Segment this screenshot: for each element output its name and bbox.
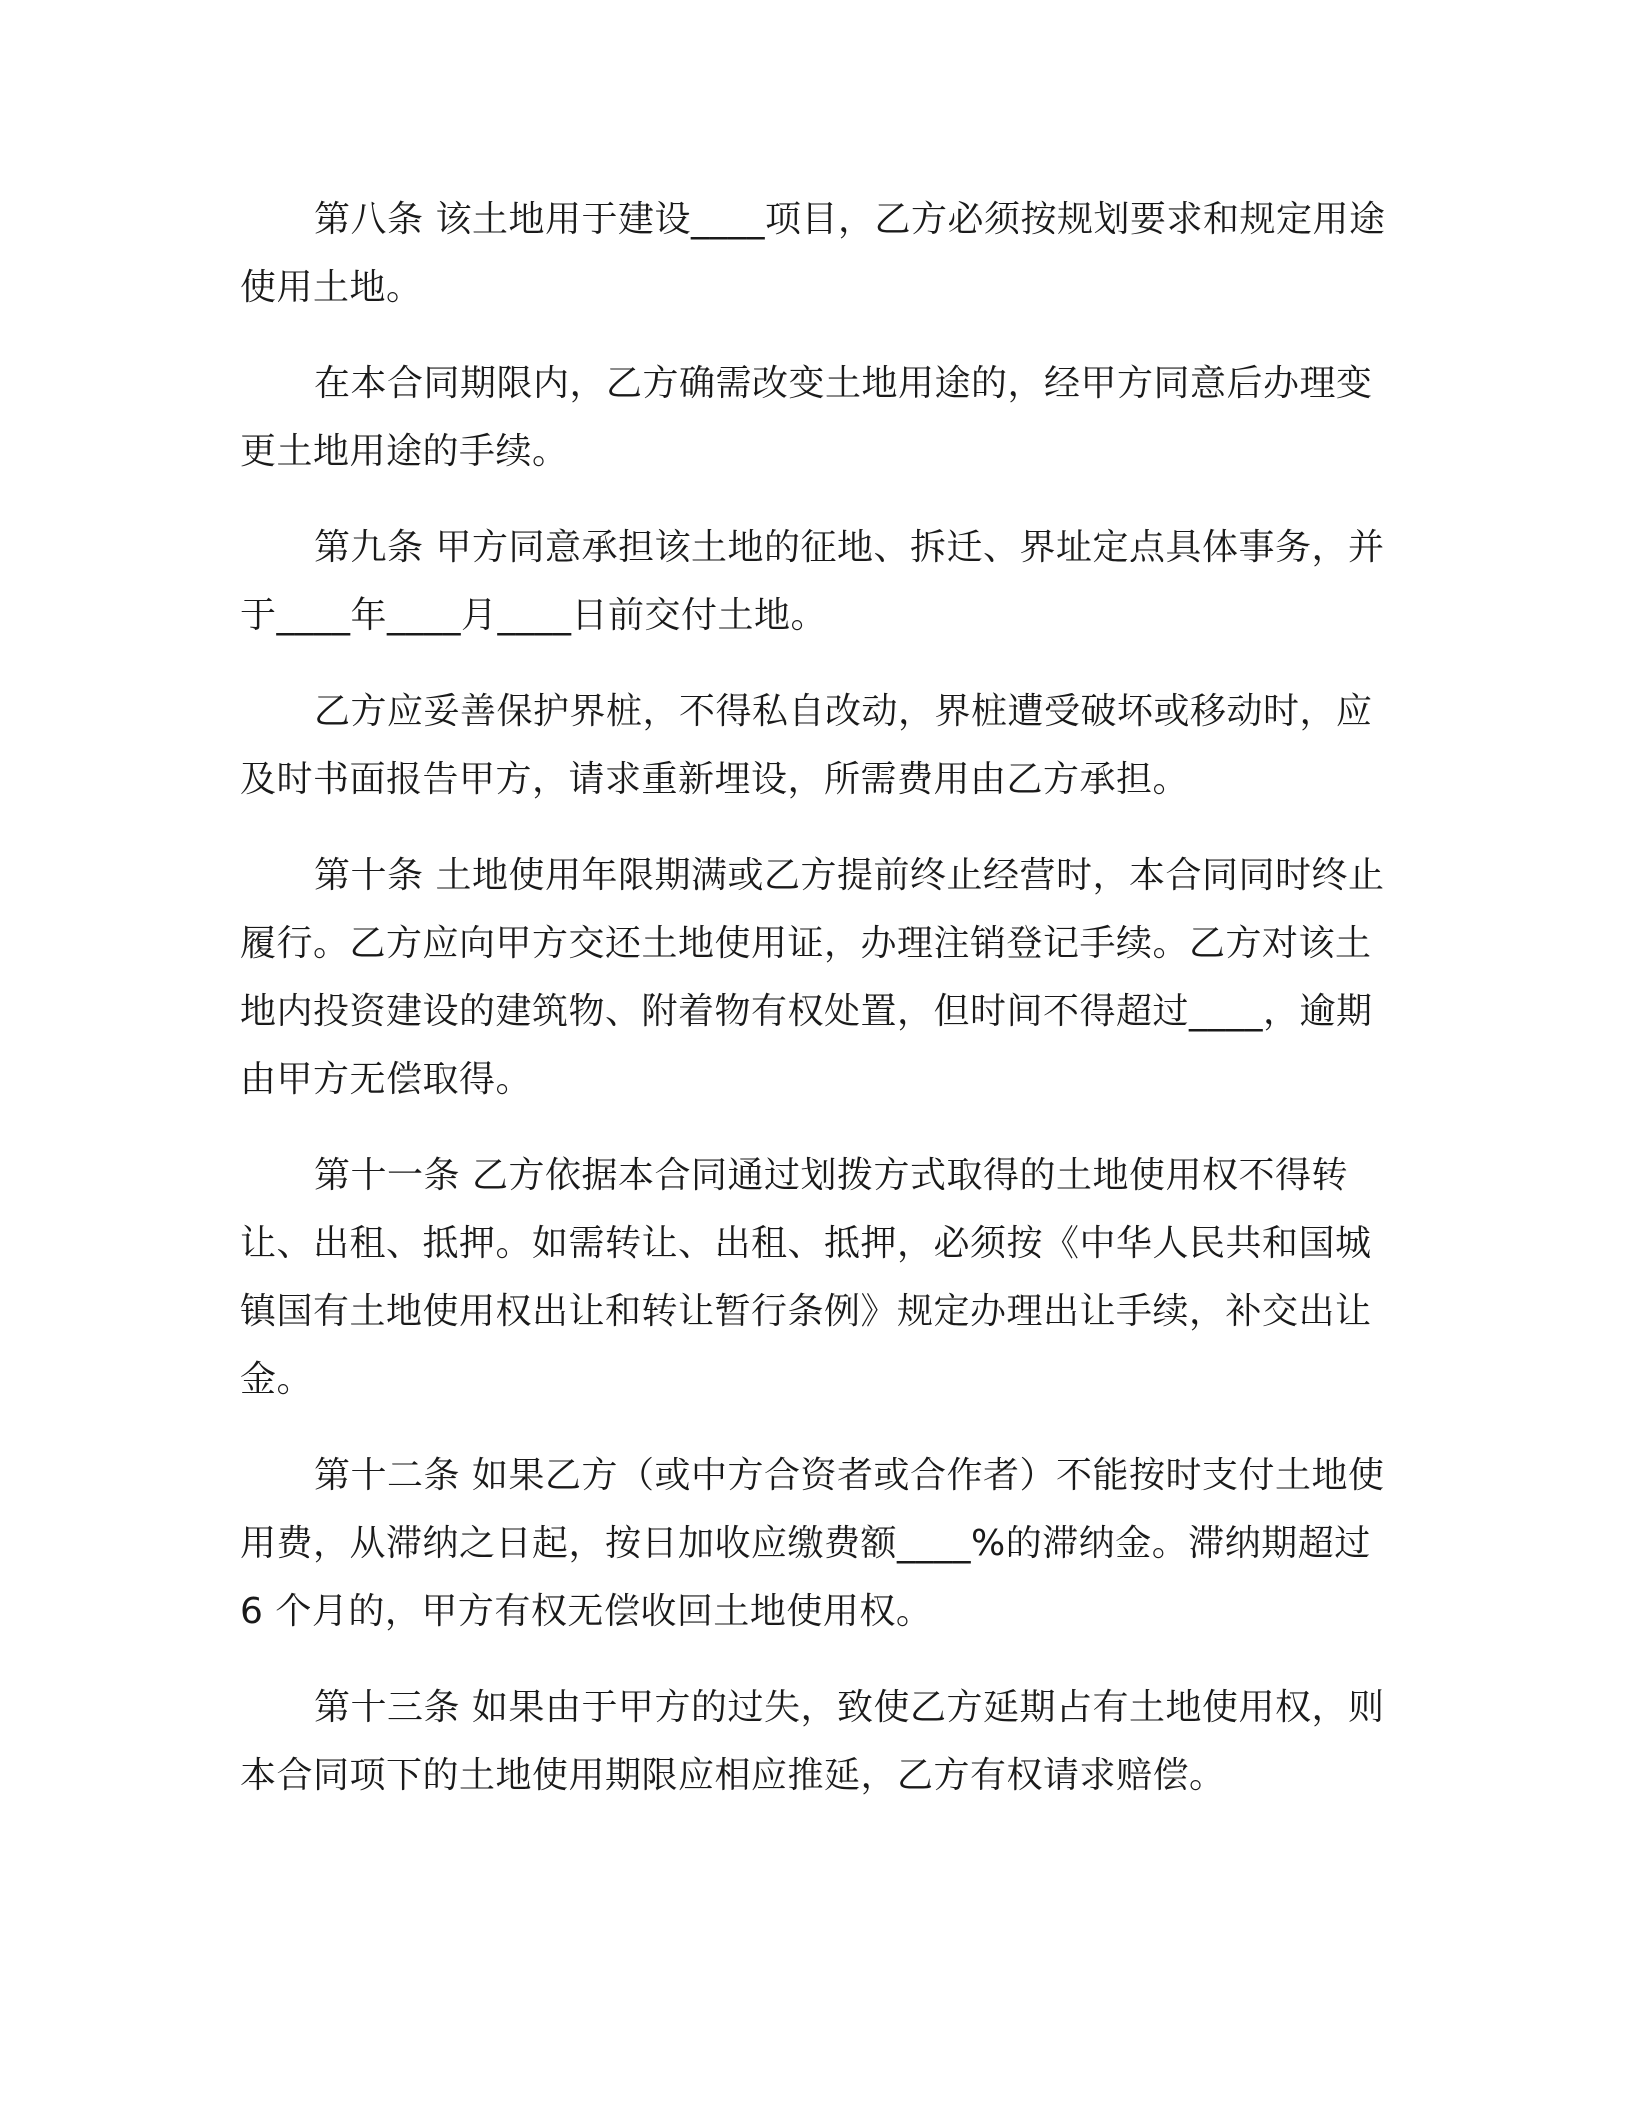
article-9-clause-paragraph: 乙方应妥善保护界桩，不得私自改动，界桩遭受破坏或移动时，应及时书面报告甲方，请求重新埋设，所需费用由乙方承担。: [240, 691, 1373, 800]
article-13-paragraph: 第十三条 如果由于甲方的过失，致使乙方延期占有土地使用权，则本合同项下的土地使用期限应相应推延，乙方有权请求赔偿。: [240, 1687, 1385, 1796]
article-10-paragraph: 第十条 土地使用年限期满或乙方提前终止经营时，本合同同时终止履行。乙方应向甲方交还土地使用证，办理注销登记手续。乙方对该土地内投资建设的建筑物、附着物有权处置，但时间不得超过____，逾期由甲方无偿取得。: [240, 855, 1385, 1100]
article-8-paragraph: 第八条 该土地用于建设____项目，乙方必须按规划要求和规定用途使用土地。: [240, 199, 1386, 308]
article-12-paragraph: 第十二条 如果乙方（或中方合资者或合作者）不能按时支付土地使用费，从滞纳之日起，按日加收应缴费额____%的滞纳金。滞纳期超过 6 个月的，甲方有权无偿收回土地使用权。: [240, 1455, 1385, 1632]
article-9-paragraph: 第九条 甲方同意承担该土地的征地、拆迁、界址定点具体事务，并于____年____月____日前交付土地。: [240, 527, 1385, 636]
article-11-paragraph: 第十一条 乙方依据本合同通过划拨方式取得的土地使用权不得转让、出租、抵押。如需转让、出租、抵押，必须按《中华人民共和国城镇国有土地使用权出让和转让暂行条例》规定办理出让手续，补交出让金。: [240, 1155, 1372, 1400]
document-body: [240, 186, 1392, 1838]
article-8-clause-paragraph: 在本合同期限内，乙方确需改变土地用途的，经甲方同意后办理变更土地用途的手续。: [240, 363, 1373, 472]
